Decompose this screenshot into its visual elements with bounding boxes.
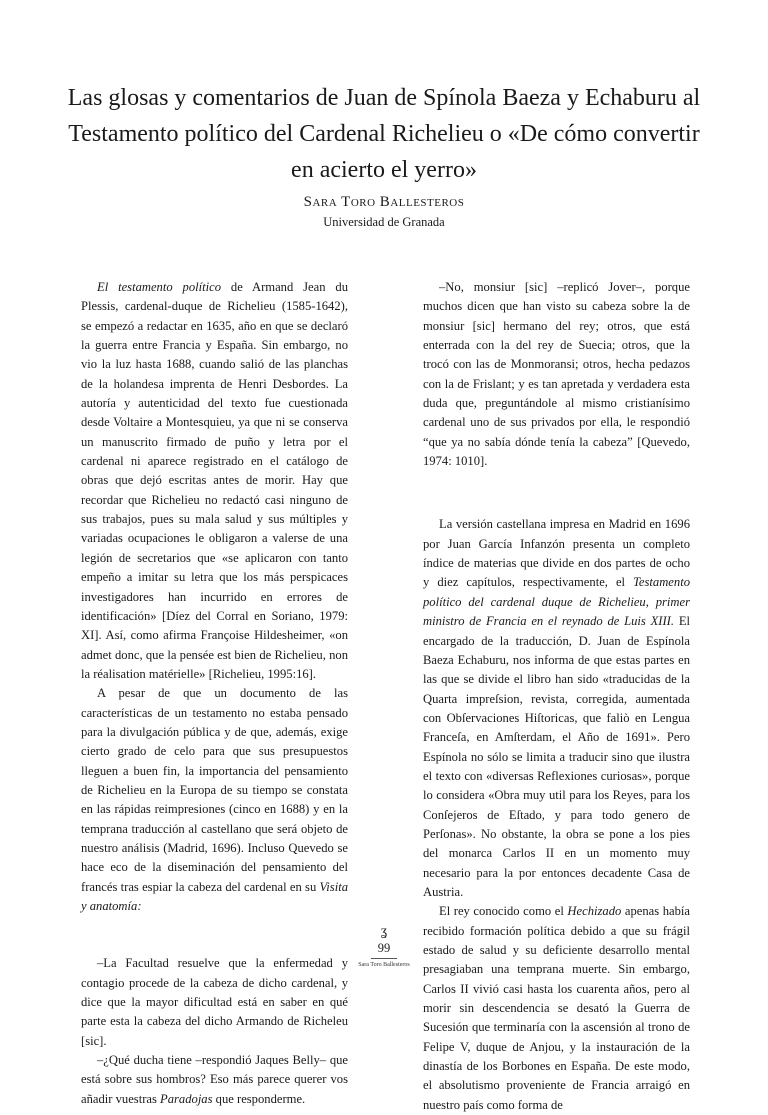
author-name: Sara Toro Ballesteros — [303, 194, 465, 210]
paragraph — [81, 684, 348, 916]
quote-text: –¿Qué ducha tiene –respondió Jaques Belly– que está sobre sus hombros? Eso más parece querer vos añadir vuestras — [81, 1053, 348, 1106]
block-quote — [81, 954, 348, 1051]
quote-text: que responderme. — [212, 1091, 306, 1106]
paragraph-text: El rey conocido como el — [439, 904, 568, 919]
italic-work-title: Paradojas — [160, 1091, 213, 1106]
block-quote — [81, 1051, 348, 1109]
quote-text: –No, monsiur [sic] –replicó Jover–, porque muchos dicen que han visto su cabeza sobre la de monsiur [sic] hermano del rey; otros, que está enterrada con la del rey de Suecia; otros, que la trocó con las de Monmoransi; otros, hecha pedazos con la de Frislant; y es tan apretada y verdadera esta duda que, preguntándole al mismo cristianísimo cardenal uno de sus privados por ella, le respondió “que ya no sabía dónde tenía la cabeza” [Quevedo, 1974: 1010]. — [423, 280, 690, 469]
article-title: Las glosas y comentarios de Juan de Spínola Baeza y Echaburu al Testamento político del Cardenal Richelieu o «De cómo convertir en acierto el yerro» — [67, 85, 701, 183]
paragraph-text: A pesar de que un documento de las características de un testamento no estaba pensado para la divulgación pública y de que, además, exige cierto grado de celo para que sus presupuestos lleguen a buen fin, la importancia del pensamiento de Richelieu en la Europa de su tiempo se constata en las rápidas reimpresiones (cinco en 1688) y en la temprana traducción al castellano que será objeto de nuestro análisis (Madrid, 1696). Incluso Quevedo se hace eco de la diseminación del pensamiento del francés tras espiar la cabeza del cardenal en su — [81, 686, 348, 894]
italic-work-title: Testamento político del cardenal duque de Richelieu, primer ministro de Francia en el reynado de Luis XIII. — [423, 575, 690, 629]
page-number: 99 — [377, 941, 391, 955]
italic-work-title: El testamento político — [97, 280, 222, 294]
italic-work-title: Visita y anatomía: — [81, 879, 348, 913]
footer-rule — [371, 958, 397, 959]
paragraph-text: de Armand Jean du Plessis, cardenal-duque de Richelieu (1585-1642), se empezó a redactar en 1635, año en que se declaró la guerra entre Francia y España. Sin embargo, no vio la luz hasta 1688, cuando salió de las planchas de la holandesa imprenta de Henri Desbordes. La autoría y autenticidad del texto fue cuestionada desde Voltaire a Montesquieu, ya que ni se conserva un manuscrito firmado de puño y letra por el cardenal ni aparece registrado en el catálogo de obras que dejó escritas antes de morir. Hay que recordar que Richelieu no redactó casi ninguno de sus trabajos, pues su mala salud y sus múltiples y variadas ocupaciones le obligaron a valerse de una legión de secretarios que «se aplicaron con tanto empeño a imitar su letra que los más perspicaces investigadores han incurrido en errores de identificación» [Díez del Corral en Soriano, 1979: XI]. Así, como afirma Françoise Hildesheimer, «on admet donc, que la pensée est bien de Richelieu, non la réalisation matérielle» [Richelieu, 1995:16]. — [81, 280, 348, 681]
paragraph-text: El encargado de la traducción, D. Juan de Espínola Baeza Echaburu, nos informa de que estas partes en las que se divide el libro han sido «traducidas de la Quarta impreſsion, revista, corregida, aumentada con Obſervaciones Hiſtoricas, que faliò en Lengua Franceſa, en Amſterdam, el Año de 1691». Pero Espínola no sólo se limita a traducir sino que ilustra el texto con «diversas Reflexiones curiosas», porque lo considera «Obra muy util para los Reyes, para los Conſejeros de Eſtado, y para todo genero de Perſonas». No obstante, la obra se pone a los pies del monarca Carlos II en un momento muy necesario para la por entonces decadente Casa de Austria. — [423, 614, 691, 899]
running-author-name: Sara Toro Ballesteros — [358, 962, 410, 968]
right-column — [423, 278, 690, 1115]
paragraph — [423, 515, 690, 902]
italic-term: Hechizado — [567, 904, 622, 919]
ornament-icon: ʓ — [380, 924, 388, 939]
quote-text: –La Facultad resuelve que la enfermedad y contagio procede de la cabeza de dicho cardenal, y dice que la mayor dificultad está en saber en qué parte esta la cabeza del dicho Armando de Richeleu [sic]. — [81, 956, 348, 1048]
paragraph — [81, 278, 348, 684]
paragraph-text: apenas había recibido formación política debido a que su frágil estado de salud y su deficiente desarrollo mental presagiaban una temprana muerte. Sin embargo, Carlos II vivió casi hasta los cuarenta años, pero al morir sin descendencia se desató la Guerra de Sucesión que terminaría con la ascensión al trono de Felipe V, duque de Anjou, y la instauración de la dinastía de los Borbones en España. De este modo, el absolutismo proveniente de Francia arraigó en nuestro país como forma de — [423, 904, 690, 1112]
block-quote — [423, 278, 690, 471]
page-footer — [0, 925, 768, 968]
author-affiliation: Universidad de Granada — [323, 215, 445, 229]
paragraph-text: La versión castellana impresa en Madrid en 1696 por Juan García Infanzón presenta un completo índice de materias que divide en dos partes de ocho y diez capítulos, respectivamente, el — [423, 517, 690, 590]
left-column — [81, 278, 348, 1109]
